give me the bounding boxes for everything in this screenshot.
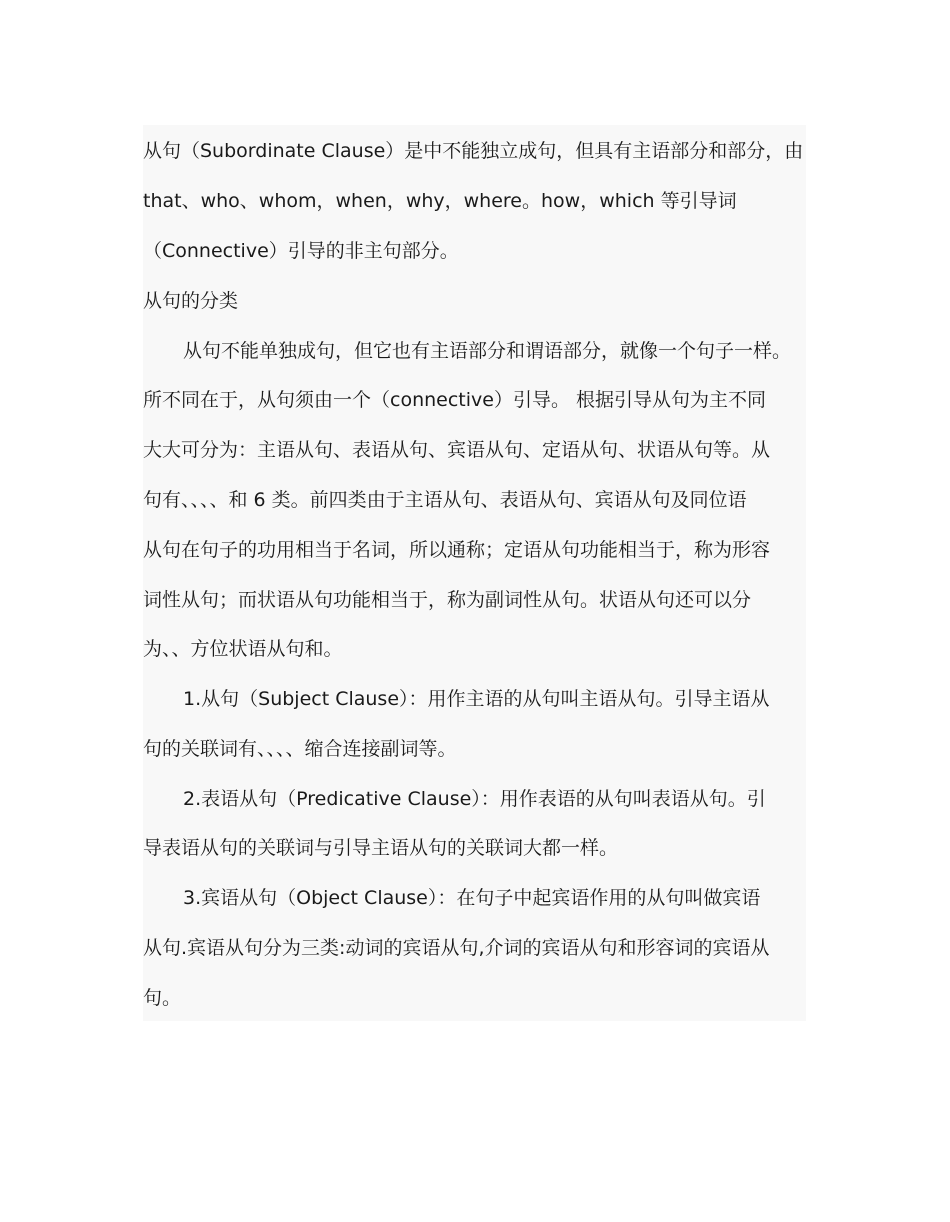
list-item-line: 1.从句（Subject Clause）：用作主语的从句叫主语从句。引导主语从 xyxy=(183,688,770,710)
list-item-line: 3.宾语从句（Object Clause）：在句子中起宾语作用的从句叫做宾语 xyxy=(183,887,761,909)
paragraph-line: 为、、方位状语从句和。 xyxy=(143,638,343,660)
paragraph-line: 大大可分为：主语从句、表语从句、宾语从句、定语从句、状语从句等。从 xyxy=(143,439,771,461)
paragraph-line: 从句在句子的功用相当于名词，所以通称；定语从句功能相当于，称为形容 xyxy=(143,539,771,561)
paragraph-line: 从句不能单独成句，但它也有主语部分和谓语部分，就像一个句子一样。 xyxy=(183,340,792,362)
list-item-line: 从句.宾语从句分为三类:动词的宾语从句,介词的宾语从句和形容词的宾语从 xyxy=(143,937,770,959)
list-item-line: 句。 xyxy=(143,987,182,1009)
paragraph-line: 句有、、、、和 6 类。前四类由于主语从句、表语从句、宾语从句及同位语 xyxy=(143,489,747,511)
paragraph-line: （Connective）引导的非主句部分。 xyxy=(143,240,459,262)
paragraph-line: that、who、whom，when，why，where。how，which 等引导词 xyxy=(143,190,737,212)
list-item-line: 导表语从句的关联词与引导主语从句的关联词大都一样。 xyxy=(143,837,619,859)
section-heading: 从句的分类 xyxy=(143,290,239,312)
list-item-line: 2.表语从句（Predicative Clause）：用作表语的从句叫表语从句。引 xyxy=(183,788,766,810)
list-item-line: 句的关联词有、、、、缩合连接副词等。 xyxy=(143,738,457,760)
paragraph-line: 所不同在于，从句须由一个（connective）引导。 根据引导从句为主不同 xyxy=(143,389,766,411)
paragraph-line: 词性从句；而状语从句功能相当于，称为副词性从句。状语从句还可以分 xyxy=(143,589,752,611)
paragraph-line: 从句（Subordinate Clause）是中不能独立成句，但具有主语部分和部分，由 xyxy=(143,140,804,162)
